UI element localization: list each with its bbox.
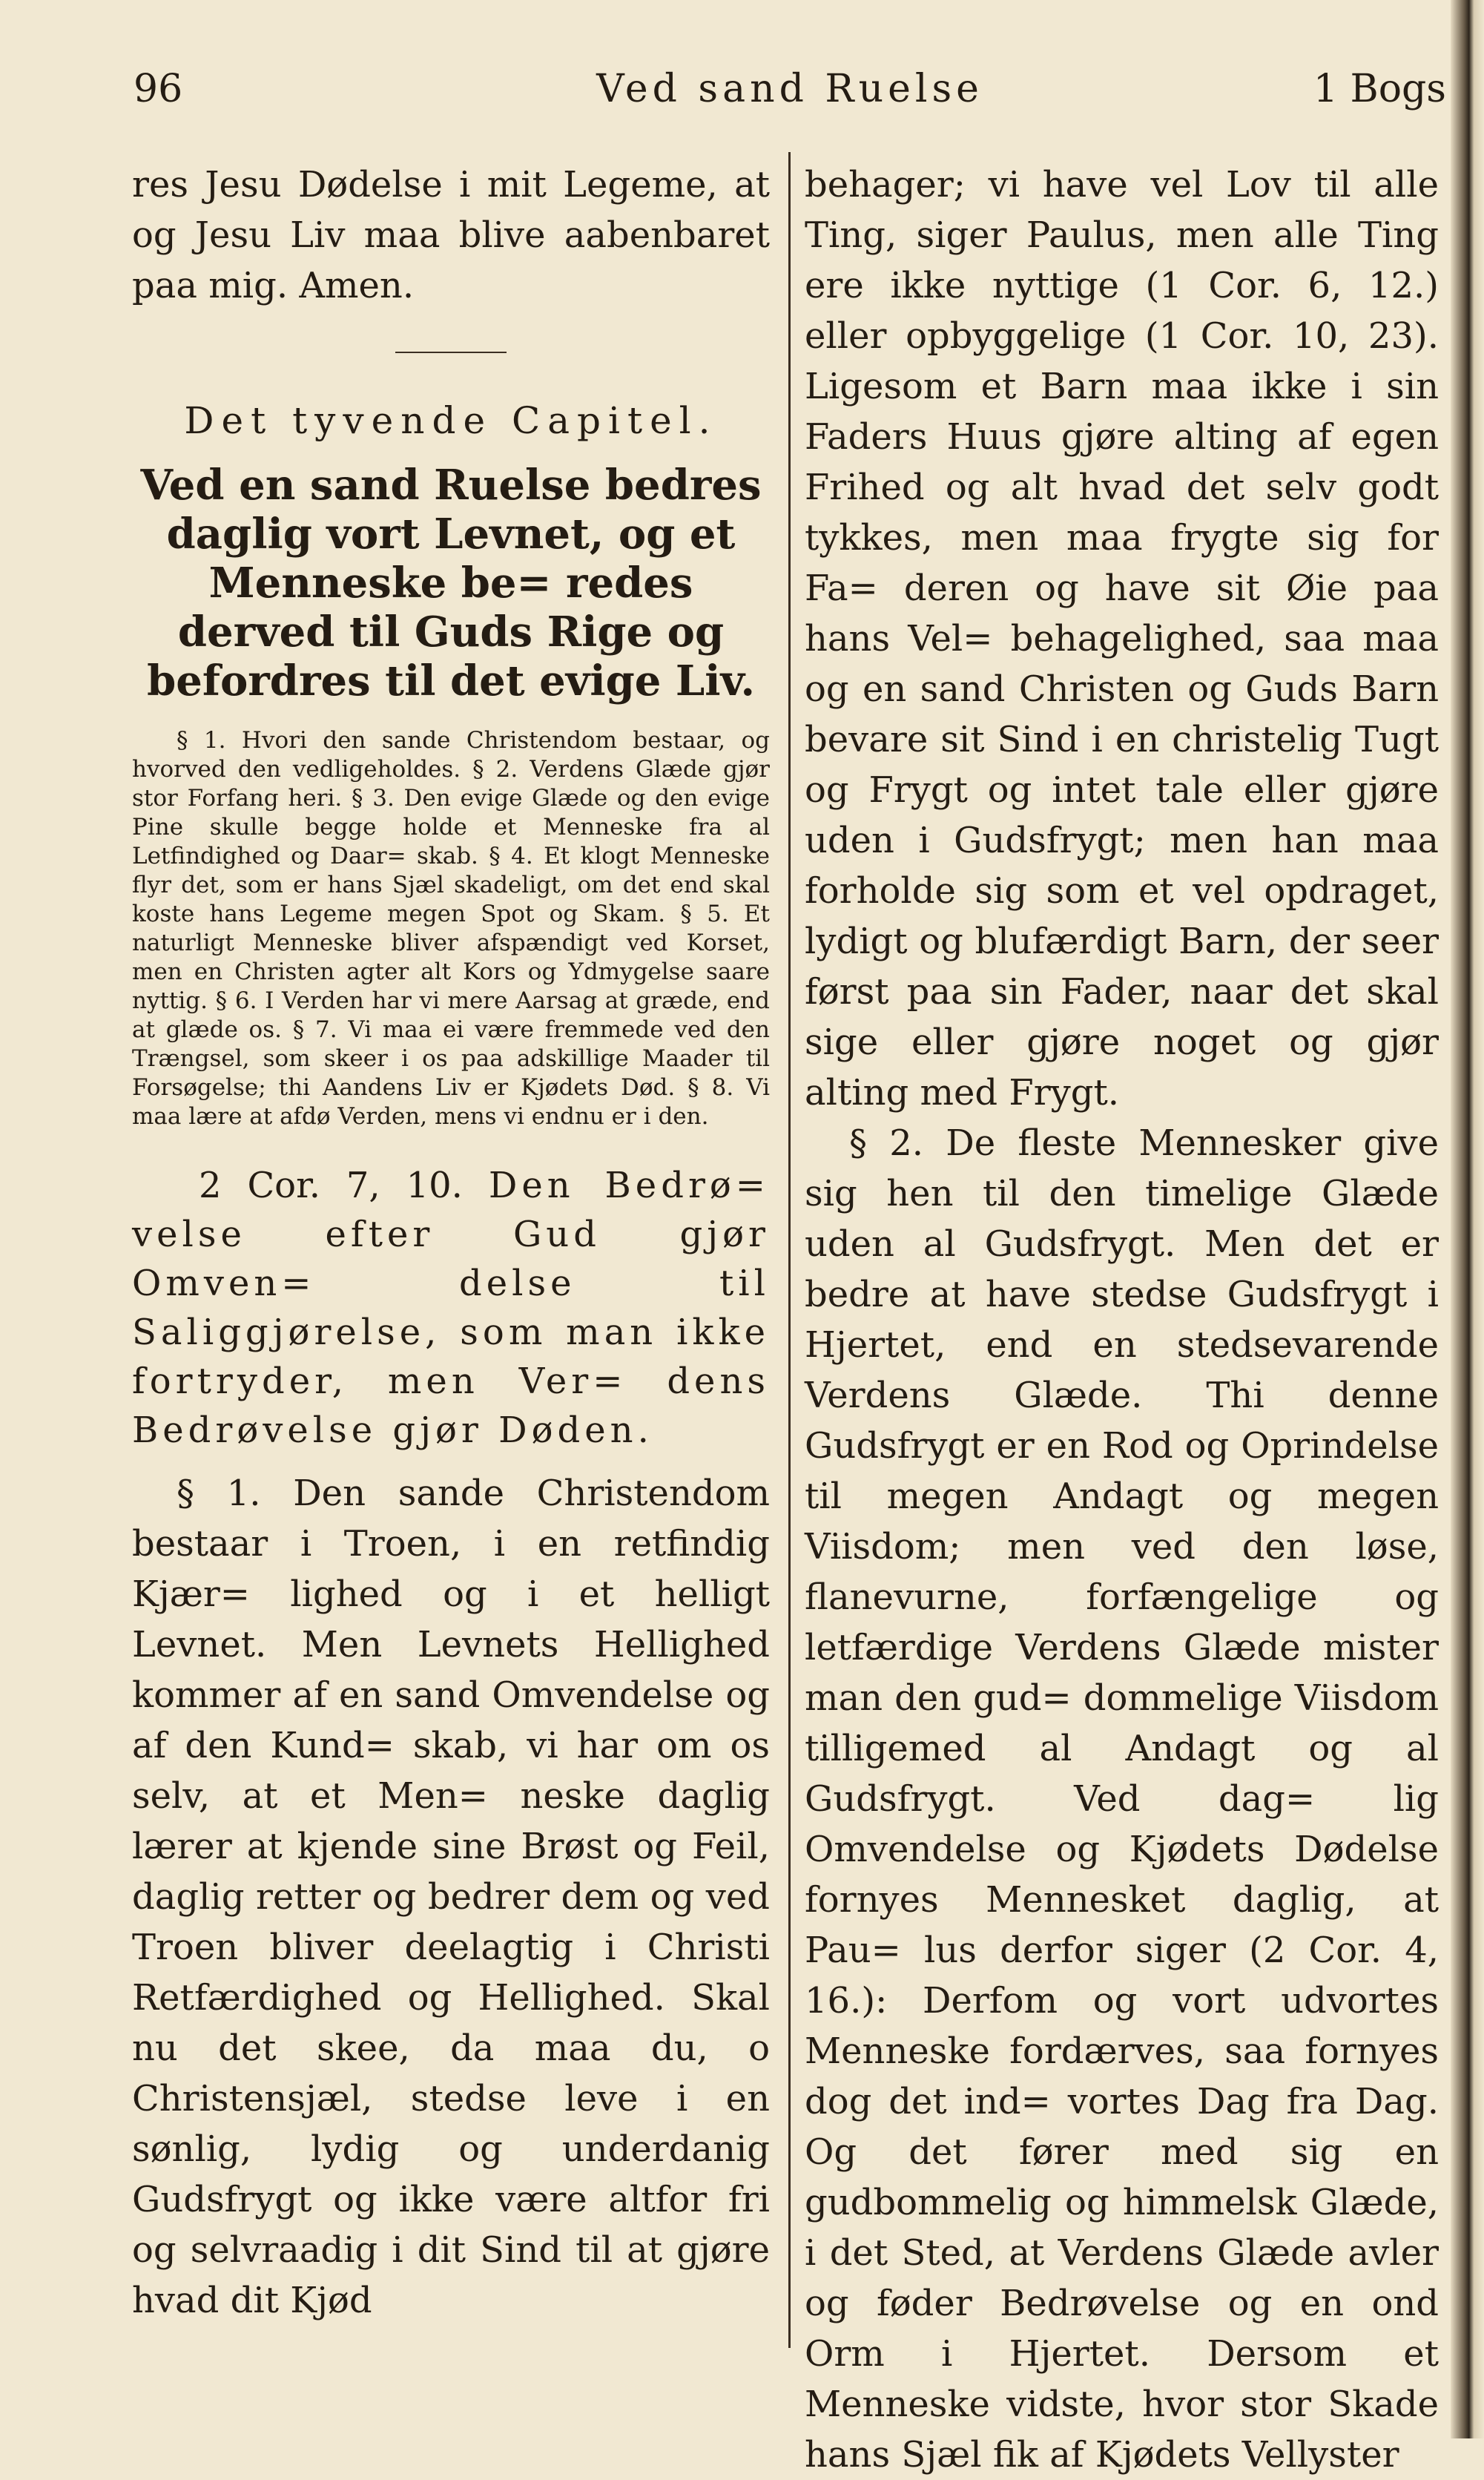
page-number: 96 bbox=[133, 67, 183, 111]
column-divider bbox=[788, 152, 791, 2348]
verse-reference: 2 Cor. 7, 10. bbox=[199, 1165, 463, 1206]
right-column bbox=[805, 159, 1439, 2480]
opening-text: res Jesu Dødelse i mit Legeme, at og Jesu Liv maa blive aabenbaret paa mig. Amen. bbox=[132, 164, 770, 306]
verse-text: Den Bedrø= velse efter Gud gjør Omven= delse til Saliggjørelse, som man ikke fortryder, men Ver= dens Bedrøvelse gjør Døden. bbox=[132, 1165, 770, 1451]
chapter-headline: Ved en sand Ruelse bedres daglig vort Levnet, og et Menneske be= redes derved til Guds Rige og befordres til det evige Liv. bbox=[140, 461, 762, 705]
chapter-title: Det tyvende Capitel. bbox=[184, 399, 718, 442]
paragraph-2: § 2. De fleste Mennesker give sig hen til den timelige Glæde uden al Gudsfrygt. Men det er bedre at have stedse Gudsfrygt i Hjertet, end en stedsevarende Verdens Glæde. Thi denne Gudsfrygt er en Rod og Oprindelse til megen Andagt og megen Viisdom; men ved den løse, flanevurne, forfængelige og letfærdige Verdens Glæde mister man den gud= dommelige Viisdom tilligemed al Andagt og al Gudsfrygt. Ved dag= lig Omvendelse og Kjødets Dødelse fornyes Mennesket daglig, at Pau= lus derfor siger (2 Cor. 4, 16.): Derfom og vort udvortes Menneske fordærves, saa fornyes dog det ind= vortes Dag fra Dag. Og det fører med sig en gudbommelig og himmelsk Glæde, i det Sted, at Verdens Glæde avler og føder Bedrøvelse og en ond Orm i Hjertet. Dersom et Menneske vidste, hvor stor Skade hans Sjæl fik af Kjødets Vellyster bbox=[805, 1122, 1439, 2476]
page-header bbox=[133, 59, 1446, 119]
running-book-ref: 1 Bogs bbox=[1313, 67, 1446, 111]
paragraph-1-continued: behager; vi have vel Lov til alle Ting, siger Paulus, men alle Ting ere ikke nyttige (1 Cor. 6, 12.) eller opbyggelige (1 Cor. 10, 23). Ligesom et Barn maa ikke i sin Faders Huus gjøre alting af egen Frihed og alt hvad det selv godt tykkes, men maa frygte sig for Fa= deren og have sit Øie paa hans Vel= behagelighed, saa maa og en sand Christen og Guds Barn bevare sit Sind i en christelig Tugt og Frygt og intet tale eller gjøre uden i Gudsfrygt; men han maa forholde sig som et vel opdraget, lydigt og blufærdigt Barn, der seer først paa sin Fader, naar det skal sige eller gjøre noget og gjør alting med Frygt. bbox=[805, 164, 1439, 1114]
scripture-verse bbox=[132, 1161, 770, 1455]
section-separator bbox=[395, 352, 507, 353]
paragraph-1: § 1. Den sande Christendom bestaar i Troen, i en retfindig Kjær= lighed og i et helligt Levnet. Men Levnets Hellighed kommer af en sand Omvendelse og af den Kund= skab, vi har om os selv, at et Men= neske daglig lærer at kjende sine Brøst og Feil, daglig retter og bedrer dem og ved Troen bliver deelagtig i Christi Retfærdighed og Hellighed. Skal nu det skee, da maa du, o Christensjæl, stedse leve i en sønlig, lydig og underdanig Gudsfrygt og ikke være altfor fri og selvraadig i dit Sind til at gjøre hvad dit Kjød bbox=[132, 1473, 770, 2321]
running-title: Ved sand Ruelse bbox=[596, 67, 983, 111]
chapter-summary: § 1. Hvori den sande Christendom bestaar, og hvorved den vedligeholdes. § 2. Verdens Glæde gjør stor Forfang heri. § 3. Den evige Glæde og den evige Pine skulle begge holde et Menneske fra al Letfindighed og Daar= skab. § 4. Et klogt Menneske flyr det, som er hans Sjæl skadeligt, om det end skal koste hans Legeme megen Spot og Skam. § 5. Et naturligt Menneske bliver afspændigt ved Korset, men en Christen agter alt Kors og Ydmygelse saare nyttig. § 6. I Verden har vi mere Aarsag at græde, end at glæde os. § 7. Vi maa ei være fremmede ved den Trængsel, som skeer i os paa adskillige Maader til Forsøgelse; thi Aandens Liv er Kjødets Død. § 8. Vi maa lære at afdø Verden, mens vi endnu er i den. bbox=[132, 727, 770, 1130]
book-spine-edge bbox=[1451, 0, 1484, 2438]
left-column bbox=[132, 159, 770, 2326]
